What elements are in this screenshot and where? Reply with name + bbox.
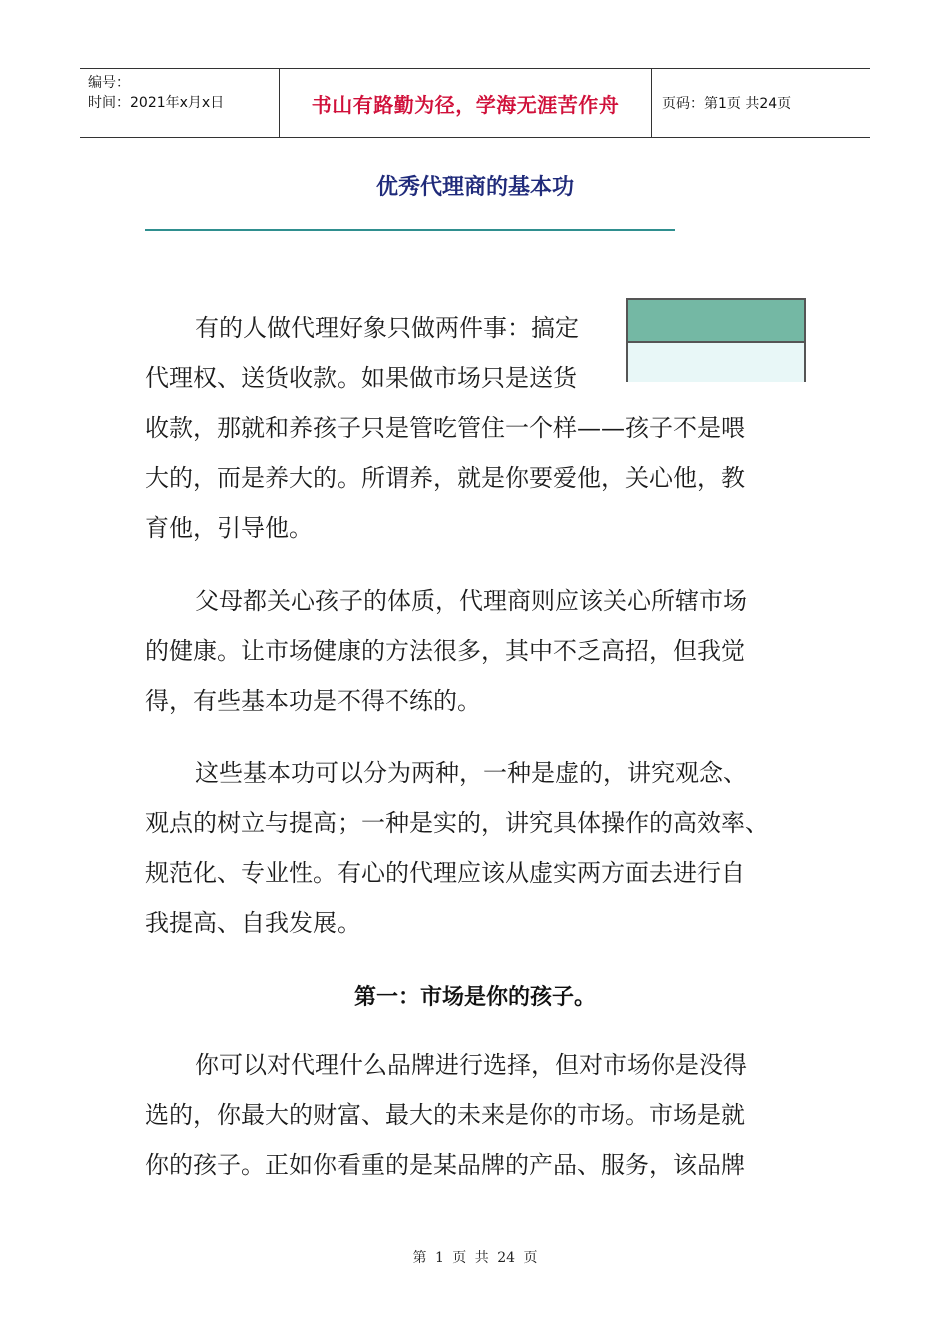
- number-label: 编号：: [88, 75, 130, 91]
- page-header: [80, 68, 870, 138]
- paragraph-line: 的健康。让市场健康的方法很多，其中不乏高招，但我觉: [145, 637, 745, 665]
- paragraph-line: 你的孩子。正如你看重的是某品牌的产品、服务，该品牌: [145, 1151, 745, 1179]
- paragraph-line: 选的，你最大的财富、最大的未来是你的市场。市场是就: [145, 1101, 745, 1129]
- header-meta: [80, 69, 280, 137]
- paragraph-2: [145, 576, 785, 726]
- paragraph-line: 代理权、送货收款。如果做市场只是送货: [145, 364, 577, 392]
- time-label: 时间：2021年x月x日: [88, 95, 225, 111]
- paragraph-line: 得，有些基本功是不得不练的。: [145, 687, 481, 715]
- section-heading: 第一：市场是你的孩子。: [353, 985, 596, 1010]
- paragraph-1: [145, 303, 785, 553]
- paragraph-line: 收款，那就和养孩子只是管吃管住一个样——孩子不是喂: [145, 414, 745, 442]
- paragraph-line: 育他，引导他。: [145, 514, 313, 542]
- paragraph-line: 有的人做代理好象只做两件事：搞定: [195, 314, 579, 342]
- title-underline: [145, 229, 675, 231]
- paragraph-4: [145, 1040, 785, 1190]
- paragraph-line: 父母都关心孩子的体质，代理商则应该关心所辖市场: [195, 587, 747, 615]
- document-title: 优秀代理商的基本功: [375, 175, 574, 200]
- page-footer: 第 1 页 共 24 页: [412, 1250, 538, 1266]
- paragraph-line: 观点的树立与提高；一种是实的，讲究具体操作的高效率、: [145, 809, 769, 837]
- paragraph-line: 你可以对代理什么品牌进行选择，但对市场你是没得: [195, 1051, 747, 1079]
- paragraph-line: 大的，而是养大的。所谓养，就是你要爱他，关心他，教: [145, 464, 745, 492]
- paragraph-line: 我提高、自我发展。: [145, 909, 361, 937]
- paragraph-line: 规范化、专业性。有心的代理应该从虚实两方面去进行自: [145, 859, 745, 887]
- header-motto: 书山有路勤为径，学海无涯苦作舟: [280, 69, 652, 137]
- paragraph-3: [145, 748, 785, 948]
- header-page-info: 页码：第1页 共24页: [662, 96, 792, 112]
- paragraph-line: 这些基本功可以分为两种，一种是虚的，讲究观念、: [195, 759, 747, 787]
